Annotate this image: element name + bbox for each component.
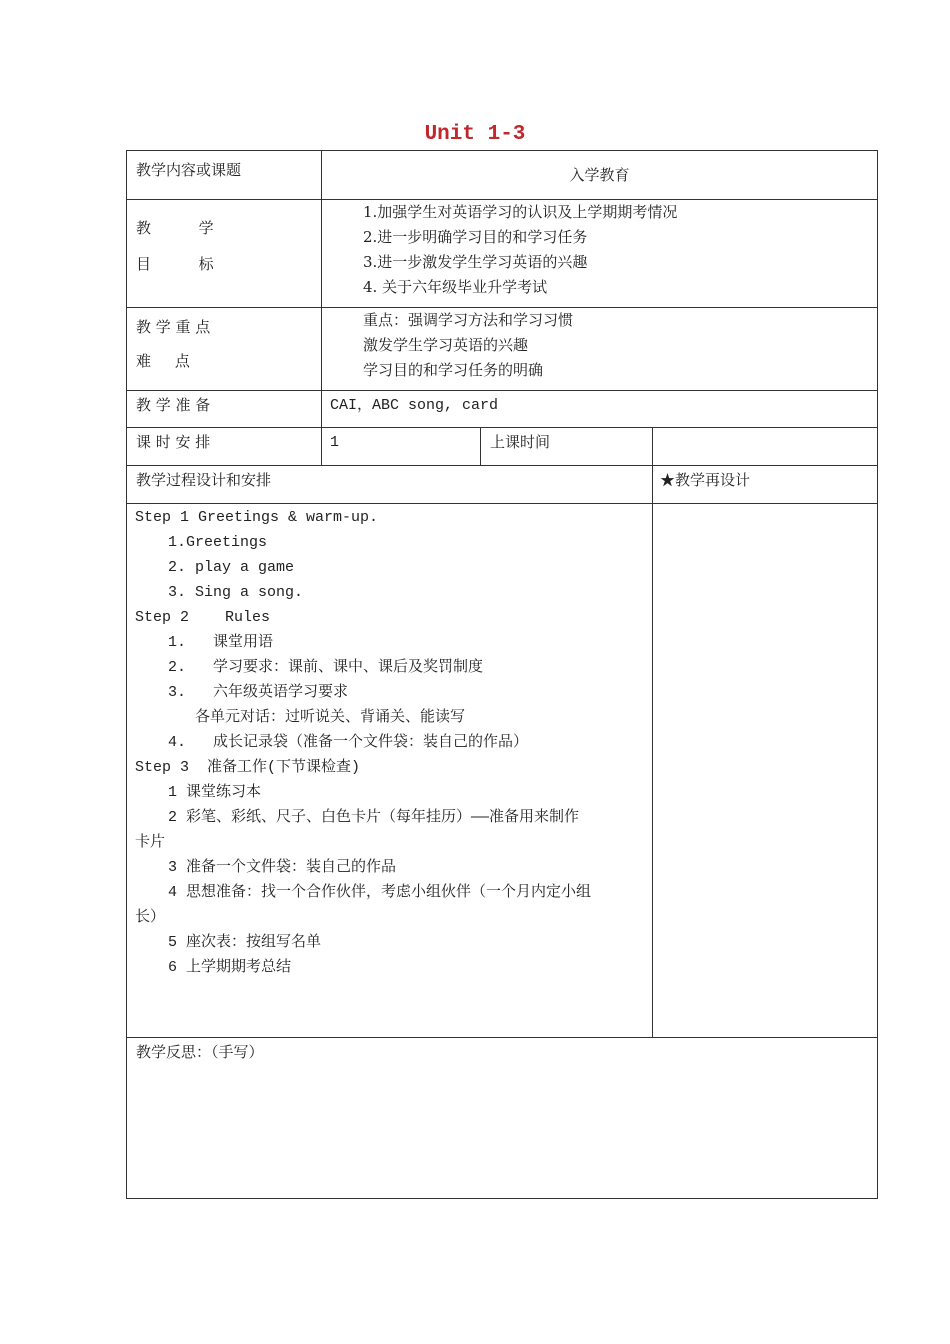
focus-label bbox=[127, 308, 321, 385]
step-item: 4. 成长记录袋（准备一个文件袋：装自己的作品） bbox=[168, 734, 529, 751]
row-goals bbox=[127, 200, 878, 308]
topic-label: 教学内容或课题 bbox=[136, 161, 242, 179]
topic-value: 入学教育 bbox=[569, 165, 630, 184]
step-item: 3 准备一个文件袋：装自己的作品 bbox=[168, 859, 397, 876]
schedule-label: 课 时 安 排 bbox=[136, 433, 211, 451]
page-title: Unit 1-3 bbox=[424, 123, 526, 146]
step-item: 3. Sing a song. bbox=[168, 584, 304, 601]
focus-list bbox=[322, 308, 877, 390]
schedule-value: 1 bbox=[330, 434, 340, 451]
step-heading: Step 2 Rules bbox=[135, 609, 271, 626]
focus-item: 学习目的和学习任务的明确 bbox=[363, 361, 544, 379]
step-item: 1 课堂练习本 bbox=[168, 784, 262, 801]
class-time-label: 上课时间 bbox=[490, 433, 551, 451]
class-time-value bbox=[653, 428, 877, 442]
redesign-area bbox=[653, 504, 877, 518]
focus-item: 激发学生学习英语的兴趣 bbox=[363, 336, 529, 354]
process-steps bbox=[127, 504, 652, 987]
row-reflection bbox=[127, 1038, 878, 1199]
process-label: 教学过程设计和安排 bbox=[136, 471, 272, 489]
focus-item: 重点：强调学习方法和学习习惯 bbox=[363, 311, 574, 329]
preparation-value: CAI，ABC song, card bbox=[330, 397, 499, 414]
goal-item: 4. 关于六年级毕业升学考试 bbox=[363, 278, 548, 296]
lesson-plan-table bbox=[126, 150, 878, 1199]
step-heading: Step 3 准备工作(下节课检查) bbox=[135, 759, 361, 776]
step-item: 5 座次表：按组写名单 bbox=[168, 934, 322, 951]
row-preparation bbox=[127, 391, 878, 428]
focus-label-line1: 教 学 重 点 bbox=[136, 318, 211, 336]
step-item: 3. 六年级英语学习要求 bbox=[168, 684, 349, 701]
step-item: 2 彩笔、彩纸、尺子、白色卡片（每年挂历）——准备用来制作 bbox=[168, 809, 580, 826]
step-item: 各单元对话：过听说关、背诵关、能读写 bbox=[195, 709, 466, 726]
step-item-continued: 长） bbox=[135, 909, 166, 926]
row-focus bbox=[127, 308, 878, 391]
redesign-label: ★教学再设计 bbox=[660, 471, 751, 489]
goals-list bbox=[322, 200, 877, 307]
goal-item: 3.进一步激发学生学习英语的兴趣 bbox=[363, 253, 588, 271]
row-process-body bbox=[127, 504, 878, 1038]
step-heading: Step 1 Greetings & warm-up. bbox=[135, 509, 379, 526]
step-item: 2. play a game bbox=[168, 559, 295, 576]
step-item: 6 上学期期考总结 bbox=[168, 959, 292, 976]
focus-label-line2: 难 点 bbox=[136, 352, 190, 370]
step-item: 2. 学习要求：课前、课中、课后及奖罚制度 bbox=[168, 659, 484, 676]
goals-label-line1: 教 学 bbox=[136, 219, 214, 237]
step-item: 1. 课堂用语 bbox=[168, 634, 274, 651]
step-item: 1.Greetings bbox=[168, 534, 268, 551]
preparation-label: 教 学 准 备 bbox=[136, 396, 211, 414]
goal-item: 2.进一步明确学习目的和学习任务 bbox=[363, 228, 588, 246]
goals-label bbox=[127, 200, 321, 289]
goals-label-line2: 目 标 bbox=[136, 255, 214, 273]
step-item: 4 思想准备：找一个合作伙伴，考虑小组伙伴（一个月内定小组 bbox=[168, 884, 592, 901]
row-schedule bbox=[127, 428, 878, 466]
row-topic bbox=[127, 151, 878, 200]
row-process-header bbox=[127, 466, 878, 504]
step-item-continued: 卡片 bbox=[135, 834, 166, 851]
goal-item: 1.加强学生对英语学习的认识及上学期期考情况 bbox=[363, 203, 678, 221]
reflection-label: 教学反思：（手写） bbox=[136, 1043, 264, 1061]
